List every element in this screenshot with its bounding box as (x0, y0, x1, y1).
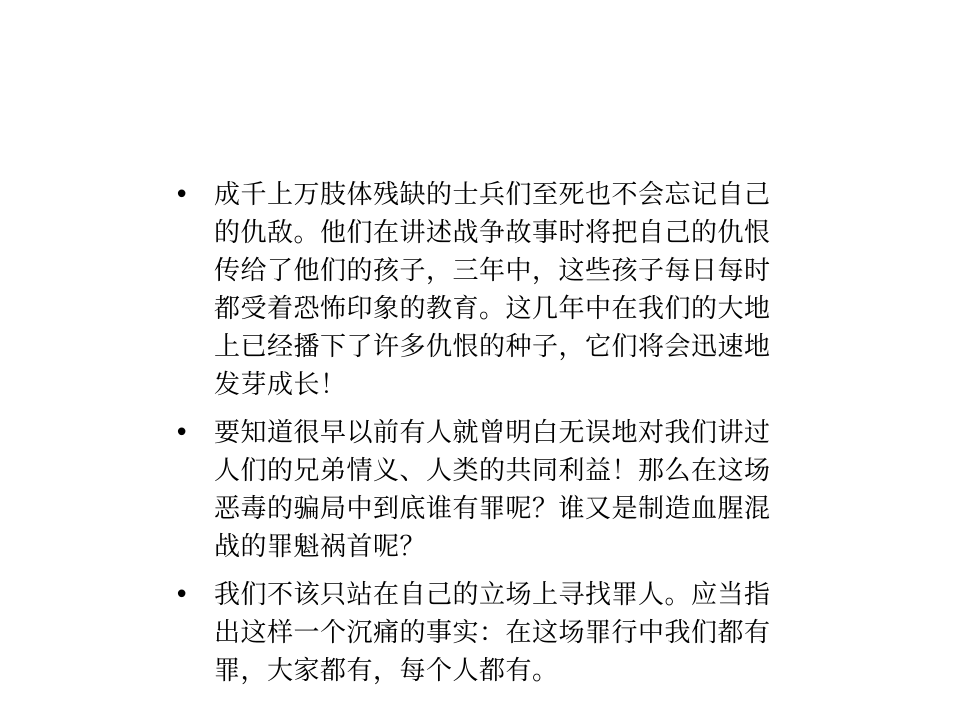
bullet-text: 成千上万肢体残缺的士兵们至死也不会忘记自己的仇敌。他们在讲述战争故事时将把自己的仇恨传给了他们的孩子，三年中，这些孩子每日每时都受着恐怖印象的教育。这几年中在我们的大地上已经播下了许多仇恨的种子，它们将会迅速地发芽成长！ (214, 180, 771, 400)
bullet-list (172, 176, 782, 700)
bullet-item-3 (172, 576, 782, 690)
bullet-item-2 (172, 414, 782, 566)
bullet-marker: • (174, 180, 190, 210)
bullet-item-1 (172, 176, 782, 404)
bullet-marker: • (174, 418, 190, 448)
bullet-text: 我们不该只站在自己的立场上寻找罪人。应当指出这样一个沉痛的事实：在这场罪行中我们都有罪，大家都有，每个人都有。 (214, 580, 771, 686)
bullet-text: 要知道很早以前有人就曾明白无误地对我们讲过人们的兄弟情义、人类的共同利益！那么在这场恶毒的骗局中到底谁有罪呢？谁又是制造血腥混战的罪魁祸首呢？ (214, 418, 771, 562)
bullet-marker: • (174, 580, 190, 610)
